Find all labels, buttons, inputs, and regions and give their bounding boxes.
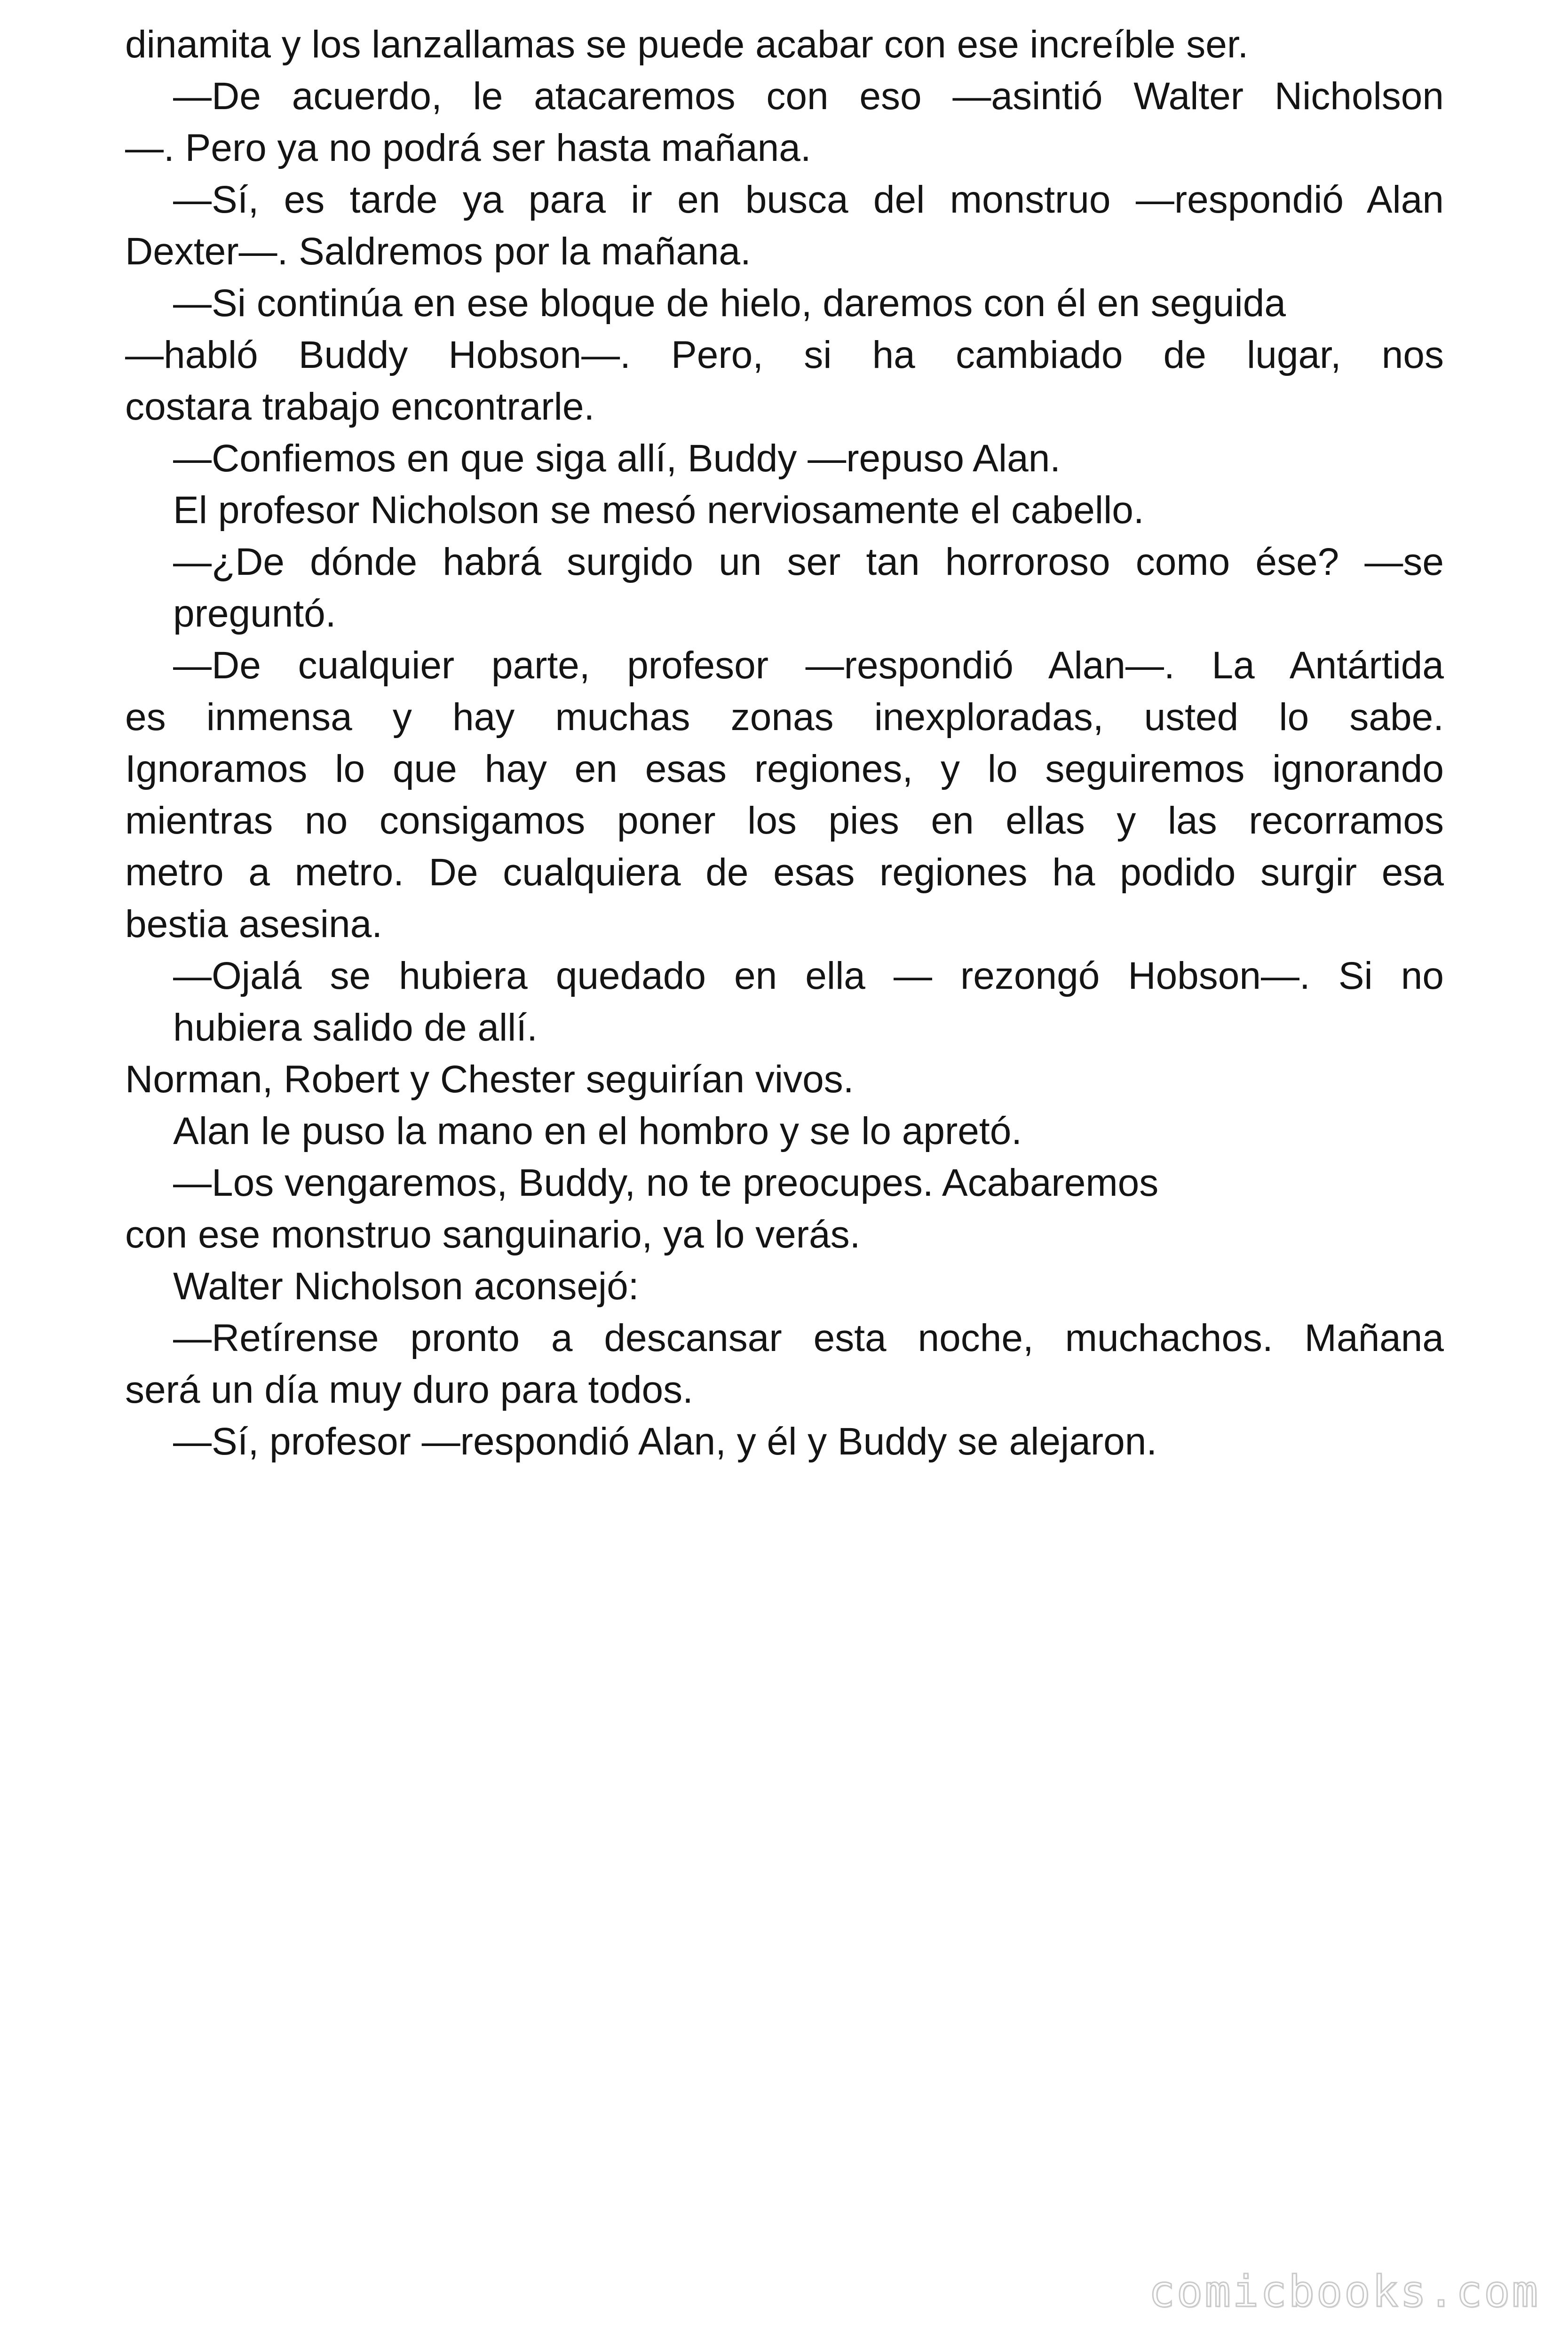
document-page	[125, 19, 1444, 1468]
watermark-text: comicbooks.com	[1148, 2266, 1540, 2317]
text-line: —habló Buddy Hobson—. Pero, si ha cambiado de lugar, nos	[125, 334, 1444, 376]
text-line: es inmensa y hay muchas zonas inexploradas, usted lo sabe.	[125, 696, 1444, 739]
text-line: mientras no consigamos poner los pies en ellas y las recorramos	[125, 799, 1444, 842]
text-line: Alan le puso la mano en el hombro y se lo apretó.	[173, 1110, 1022, 1152]
text-line: —. Pero ya no podrá ser hasta mañana.	[125, 127, 811, 169]
text-line: será un día muy duro para todos.	[125, 1368, 693, 1411]
text-line: —Sí, es tarde ya para ir en busca del monstruo —respondió Alan	[173, 178, 1444, 221]
text-line: —Confiemos en que siga allí, Buddy —repuso Alan.	[173, 437, 1061, 480]
text-line: Norman, Robert y Chester seguirían vivos.	[125, 1058, 854, 1101]
text-line: —¿De dónde habrá surgido un ser tan horroroso como ése? —se	[173, 540, 1444, 583]
text-line: —De cualquier parte, profesor —respondió Alan—. La Antártida	[173, 644, 1444, 687]
text-line: bestia asesina.	[125, 903, 383, 946]
text-line: con ese monstruo sanguinario, ya lo verás.	[125, 1213, 861, 1256]
text-line: Walter Nicholson aconsejó:	[173, 1265, 639, 1308]
text-line: Dexter—. Saldremos por la mañana.	[125, 230, 751, 273]
text-line: dinamita y los lanzallamas se puede acabar con ese increíble ser.	[125, 23, 1249, 66]
text-line: —Retírense pronto a descansar esta noche, muchachos. Mañana	[173, 1317, 1444, 1359]
text-line: metro a metro. De cualquiera de esas regiones ha podido surgir esa	[125, 851, 1444, 894]
text-line: costara trabajo encontrarle.	[125, 385, 595, 428]
text-line: Ignoramos lo que hay en esas regiones, y lo seguiremos ignorando	[125, 747, 1444, 790]
text-line: —Sí, profesor —respondió Alan, y él y Buddy se alejaron.	[173, 1420, 1157, 1463]
text-line: —Si continúa en ese bloque de hielo, daremos con él en seguida	[173, 282, 1286, 325]
text-line: —Los vengaremos, Buddy, no te preocupes. Acabaremos	[173, 1161, 1159, 1204]
text-line: —Ojalá se hubiera quedado en ella — rezongó Hobson—. Si no	[173, 954, 1444, 997]
text-line: —De acuerdo, le atacaremos con eso —asintió Walter Nicholson	[173, 75, 1444, 118]
text-line: El profesor Nicholson se mesó nerviosamente el cabello.	[173, 489, 1144, 532]
text-line: preguntó.	[173, 592, 336, 635]
text-line: hubiera salido de allí.	[173, 1006, 538, 1049]
